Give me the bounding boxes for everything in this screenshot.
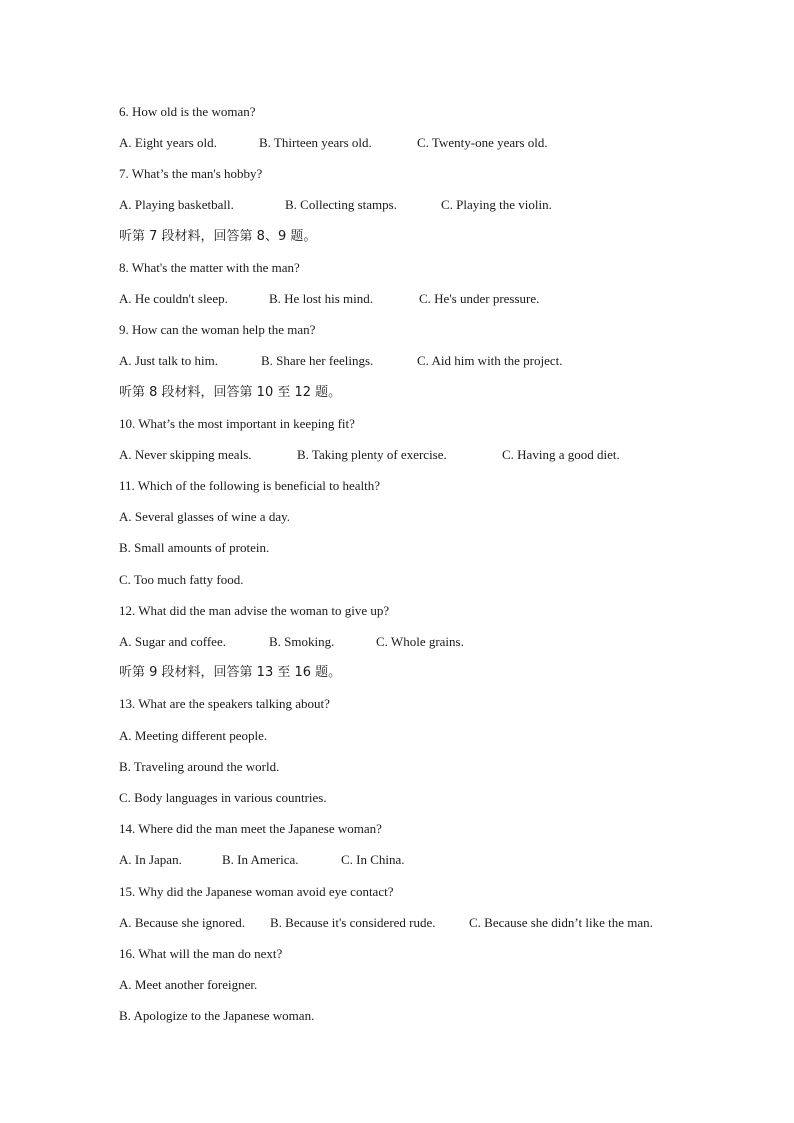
question-15: 15. Why did the Japanese woman avoid eye contact? [119, 884, 394, 899]
option-15c: C. Because she didn’t like the man. [469, 915, 653, 930]
options-15 [119, 913, 679, 933]
option-8c: C. He's under pressure. [419, 291, 540, 306]
option-6a: A. Eight years old. [119, 135, 217, 150]
option-13a: A. Meeting different people. [119, 728, 268, 743]
option-8a: A. He couldn't sleep. [119, 291, 228, 306]
section-heading-8: 听第 8 段材料，回答第 10 至 12 题。 [119, 385, 342, 400]
question-7: 7. What’s the man's hobby? [119, 166, 263, 181]
options-12 [119, 632, 679, 652]
question-14: 14. Where did the man meet the Japanese woman? [119, 821, 382, 836]
option-7c: C. Playing the violin. [441, 197, 552, 212]
option-13b: B. Traveling around the world. [119, 759, 280, 774]
option-12a: A. Sugar and coffee. [119, 634, 226, 649]
option-14c: C. In China. [341, 852, 405, 867]
option-13c: C. Body languages in various countries. [119, 790, 327, 805]
option-10a: A. Never skipping meals. [119, 447, 252, 462]
section-heading-9: 听第 9 段材料，回答第 13 至 16 题。 [119, 665, 342, 680]
option-9c: C. Aid him with the project. [417, 353, 563, 368]
options-9 [119, 351, 679, 371]
option-16b: B. Apologize to the Japanese woman. [119, 1008, 315, 1023]
question-8: 8. What's the matter with the man? [119, 260, 300, 275]
option-14a: A. In Japan. [119, 852, 182, 867]
option-9a: A. Just talk to him. [119, 353, 218, 368]
options-7 [119, 195, 679, 215]
option-8b: B. He lost his mind. [269, 291, 374, 306]
question-13: 13. What are the speakers talking about? [119, 696, 330, 711]
option-9b: B. Share her feelings. [261, 353, 374, 368]
options-8 [119, 289, 679, 309]
option-12b: B. Smoking. [269, 634, 335, 649]
option-14b: B. In America. [222, 852, 299, 867]
option-10c: C. Having a good diet. [502, 447, 620, 462]
question-11: 11. Which of the following is beneficial to health? [119, 478, 381, 493]
option-11a: A. Several glasses of wine a day. [119, 509, 290, 524]
options-14 [119, 850, 679, 870]
options-10 [119, 445, 679, 465]
question-10: 10. What’s the most important in keeping fit? [119, 416, 355, 431]
options-6 [119, 133, 679, 153]
question-12: 12. What did the man advise the woman to give up? [119, 603, 390, 618]
option-11b: B. Small amounts of protein. [119, 540, 270, 555]
section-heading-7: 听第 7 段材料，回答第 8、9 题。 [119, 229, 317, 244]
option-6c: C. Twenty-one years old. [417, 135, 548, 150]
option-7a: A. Playing basketball. [119, 197, 234, 212]
option-15b: B. Because it's considered rude. [270, 915, 436, 930]
option-11c: C. Too much fatty food. [119, 572, 244, 587]
question-16: 16. What will the man do next? [119, 946, 283, 961]
option-6b: B. Thirteen years old. [259, 135, 372, 150]
question-6: 6. How old is the woman? [119, 104, 256, 119]
option-16a: A. Meet another foreigner. [119, 977, 258, 992]
option-10b: B. Taking plenty of exercise. [297, 447, 447, 462]
question-9: 9. How can the woman help the man? [119, 322, 316, 337]
option-12c: C. Whole grains. [376, 634, 464, 649]
option-15a: A. Because she ignored. [119, 915, 245, 930]
option-7b: B. Collecting stamps. [285, 197, 397, 212]
